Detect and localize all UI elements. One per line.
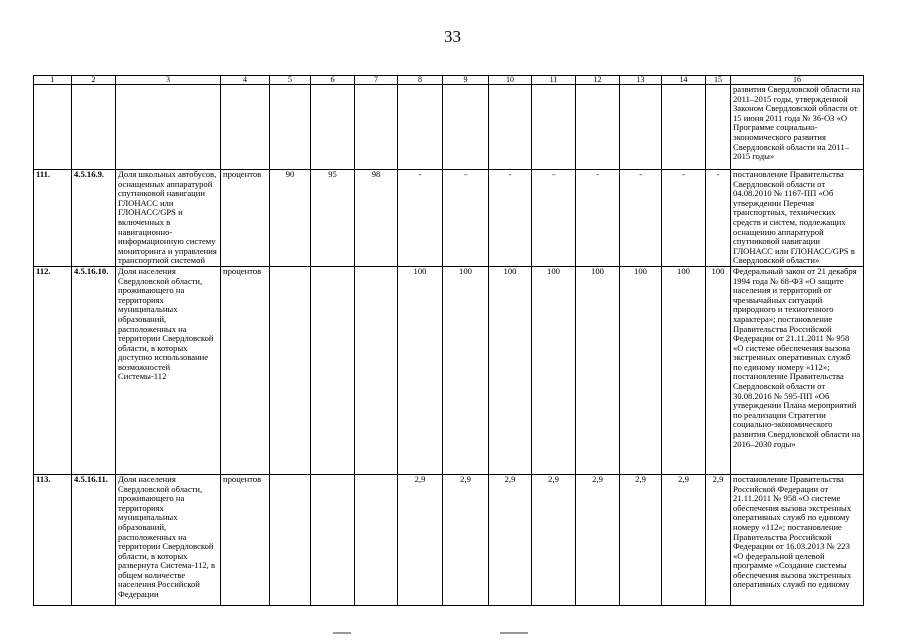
col-header: 2 [72,76,116,85]
col-header: 4 [221,76,270,85]
cell-value [311,474,355,605]
col-header: 16 [731,76,864,85]
cell-number: 111. [34,170,72,267]
cell-value: - [398,170,443,267]
cell-value: 2,9 [620,474,662,605]
cell-code: 4.5.16.10. [72,266,116,474]
cell-source: Федеральный закон от 21 декабря 1994 года № 68-ФЗ «О защите населения и территорий от чрезвычайных ситуаций природного и техногенного характера»; постановление Правительства Российской Федерации от 21.11.2011 № 958 «О системе обеспечения вызова экстренных оперативных служб по единому номеру «112»; постановление Правительства Свердловской области от 30.08.2016 № 595-ПП «Об утверждении Плана мероприятий по реализации Стратегии социально-экономического развития Свердловской области на 2016–2030 годы» [731,266,864,474]
col-header: 13 [620,76,662,85]
cell-value: 98 [355,170,398,267]
cell-source: развития Свердловской области на 2011–2015 годы, утвержденной Законом Свердловской области от 15 июня 2011 года № 36-ОЗ «О Программе социально-экономического развития Свердловской области на 2011–2015 годы» [731,85,864,170]
cell-value: 2,9 [443,474,489,605]
cell-value [489,85,532,170]
cell-number [34,85,72,170]
cell-indicator: Доля населения Свердловской области, проживающего на территориях муниципальных образований, расположенных на территории Свердловской области, в которых доступно использование возможностей Системы-112 [116,266,221,474]
cell-code [72,85,116,170]
cell-value: 100 [532,266,576,474]
table-row [34,85,864,170]
col-header: 9 [443,76,489,85]
cell-indicator: Доля школьных автобусов, оснащенных аппаратурой спутниковой навигации ГЛОНАСС или ГЛОНАСС/GPS и включенных в навигационно-информационную систему мониторинга и управления транспортной системой [116,170,221,267]
cell-value: 2,9 [706,474,731,605]
cell-value: 2,9 [662,474,706,605]
cell-value [706,85,731,170]
col-header: 11 [532,76,576,85]
cell-value [270,474,311,605]
cell-value: - [620,170,662,267]
cell-code: 4.5.16.9. [72,170,116,267]
col-header: 1 [34,76,72,85]
cell-value: 2,9 [576,474,620,605]
cell-value: 100 [398,266,443,474]
scan-artifact [333,632,351,634]
col-header: 15 [706,76,731,85]
scan-artifact [500,632,528,634]
col-header: 7 [355,76,398,85]
cell-value: 2,9 [532,474,576,605]
cell-value [270,266,311,474]
cell-value: - [489,170,532,267]
cell-value: - [706,170,731,267]
cell-value [355,85,398,170]
cell-value [355,266,398,474]
cell-value [311,266,355,474]
col-header: 6 [311,76,355,85]
cell-value: 100 [576,266,620,474]
page-number: 33 [444,27,461,46]
cell-value: 100 [620,266,662,474]
cell-value: - [532,170,576,267]
cell-value: 100 [706,266,731,474]
cell-value [443,85,489,170]
table-row [34,266,864,474]
indicators-table [33,75,864,606]
cell-unit [221,85,270,170]
cell-value [398,85,443,170]
table-row [34,170,864,267]
cell-value: 90 [270,170,311,267]
cell-unit: процентов [221,474,270,605]
cell-value: 2,9 [489,474,532,605]
cell-value [532,85,576,170]
cell-unit: процентов [221,170,270,267]
cell-value: 2,9 [398,474,443,605]
cell-value [620,85,662,170]
cell-value: 100 [489,266,532,474]
cell-unit: процентов [221,266,270,474]
cell-value: 100 [662,266,706,474]
cell-indicator [116,85,221,170]
col-header: 10 [489,76,532,85]
table-row [34,474,864,605]
cell-value [270,85,311,170]
cell-source: постановление Правительства Российской Федерации от 21.11.2011 № 958 «О системе обеспечения вызова экстренных оперативных служб по единому номеру «112»; постановление Правительства Российской Федерации от 16.03.2013 № 223 «О федеральной целевой программе «Создание системы обеспечения вызова экстренных оперативных служб по единому [731,474,864,605]
header-row [34,76,864,85]
col-header: 8 [398,76,443,85]
cell-value: 100 [443,266,489,474]
col-header: 12 [576,76,620,85]
cell-source: постановление Правительства Свердловской области от 04.08.2010 № 1167-ПП «Об утверждении Перечня транспортных, технических средств и систем, подлежащих оснащению аппаратурой спутниковой навигации ГЛОНАСС или ГЛОНАСС/GPS в Свердловской области» [731,170,864,267]
cell-value [355,474,398,605]
cell-indicator: Доля населения Свердловской области, проживающего на территориях муниципальных образований, расположенных на территории Свердловской области, в которых развернута Система-112, в общем количестве населения Российской Федерации [116,474,221,605]
cell-value: - [662,170,706,267]
col-header: 5 [270,76,311,85]
cell-code: 4.5.16.11. [72,474,116,605]
cell-value: - [443,170,489,267]
cell-number: 112. [34,266,72,474]
cell-value [311,85,355,170]
cell-value: 95 [311,170,355,267]
col-header: 3 [116,76,221,85]
col-header: 14 [662,76,706,85]
cell-number: 113. [34,474,72,605]
cell-value [576,85,620,170]
cell-value [662,85,706,170]
cell-value: - [576,170,620,267]
